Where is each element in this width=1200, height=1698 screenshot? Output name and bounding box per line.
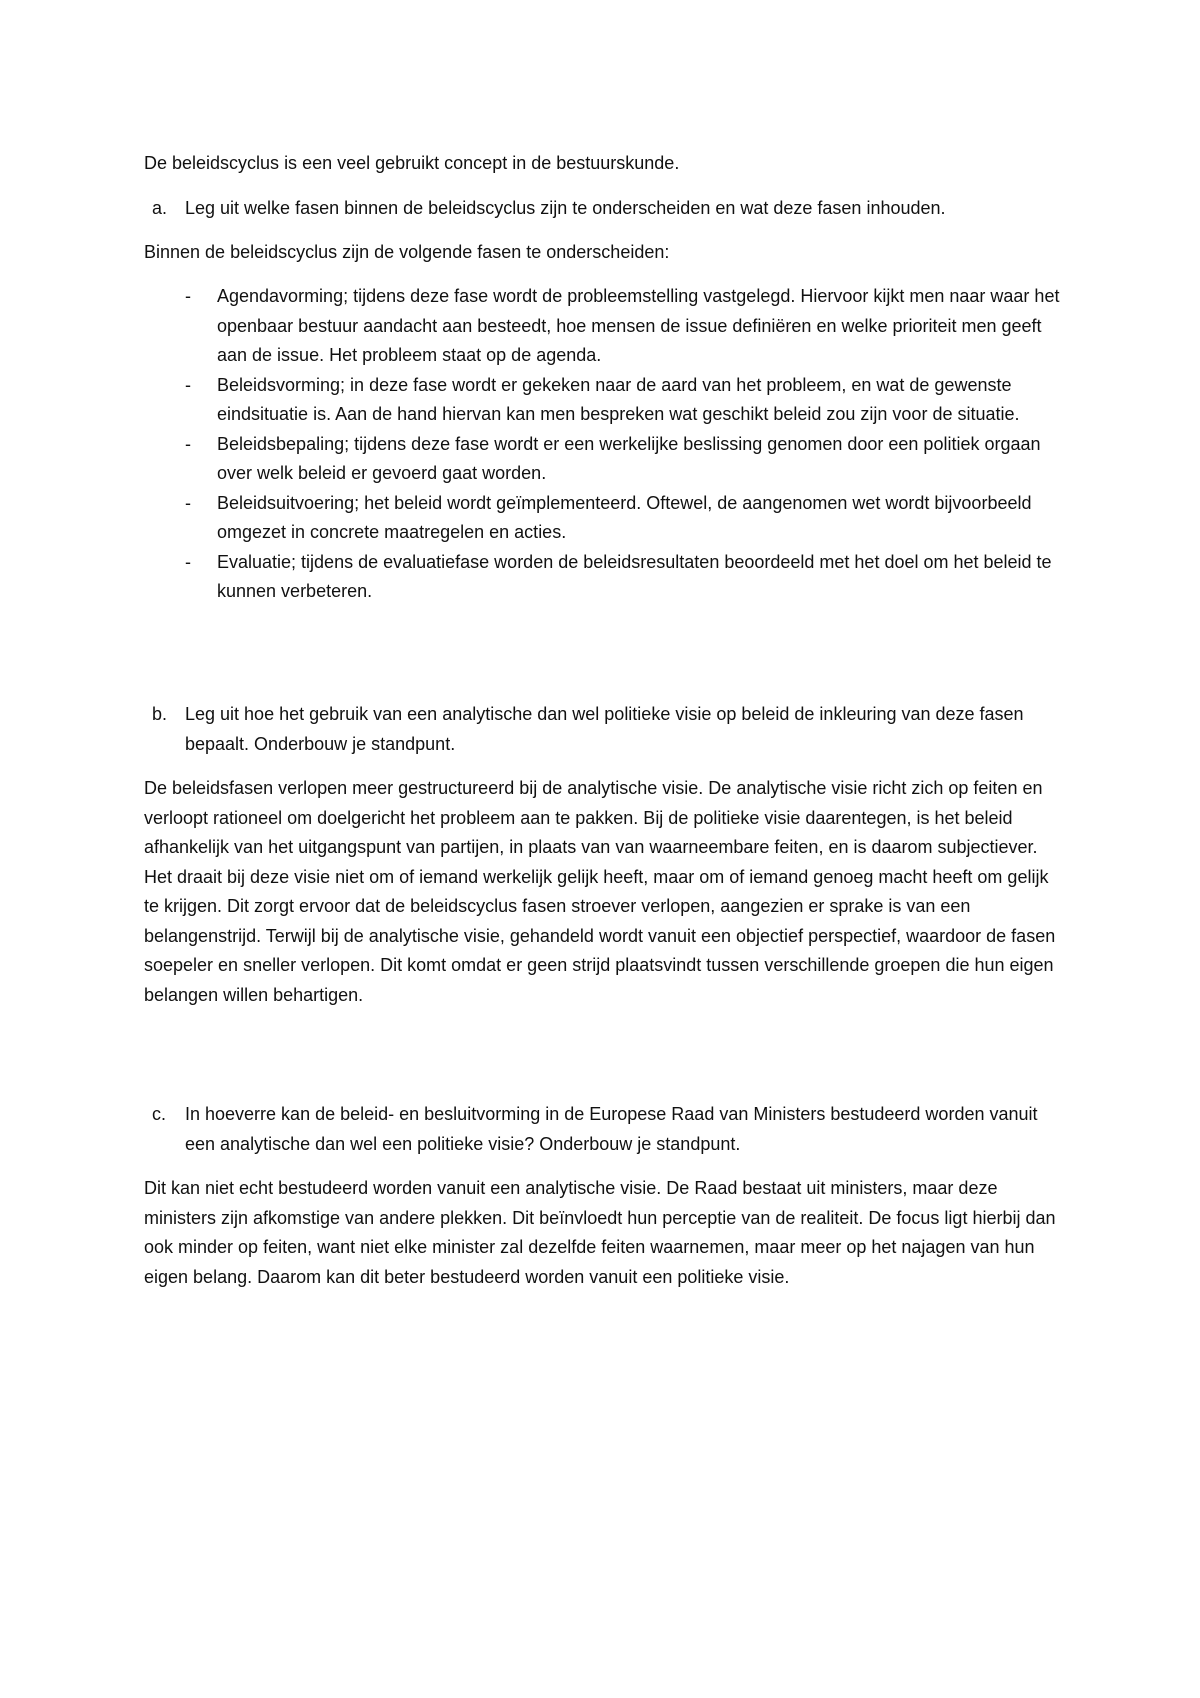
phase-text: Beleidsbepaling; tijdens deze fase wordt er een werkelijke beslissing genomen door een politiek orgaan over welk beleid er gevoerd gaat worden. xyxy=(217,433,1041,483)
list-item xyxy=(144,489,1064,548)
list-item xyxy=(144,282,1064,371)
answer-b-paragraph: De beleidsfasen verlopen meer gestructureerd bij de analytische visie. De analytische visie richt zich op feiten en verloopt rationeel om doelgericht het probleem aan te pakken. Bij de politieke visie daarentegen, is het beleid afhankelijk van het uitgangspunt van partijen, in plaats van van waarneembare feiten, en is daarom subjectiever. Het draait bij deze visie niet om of iemand werkelijk gelijk heeft, maar om of iemand genoeg macht heeft om gelijk te krijgen. Dit zorgt ervoor dat de beleidscyclus fasen stroever verlopen, aangezien er sprake is van een belangenstrijd. Terwijl bij de analytische visie, gehandeld wordt vanuit een objectief perspectief, waardoor de fasen soepeler en sneller verlopen. Dit komt omdat er geen strijd plaatsvindt tussen verschillende groepen die hun eigen belangen willen behartigen. xyxy=(144,778,1056,1005)
dash-marker: - xyxy=(185,374,191,395)
question-c xyxy=(144,1100,1064,1159)
list-item xyxy=(144,430,1064,489)
phases-list xyxy=(144,282,1064,607)
dash-marker: - xyxy=(185,492,191,513)
phase-text: Evaluatie; tijdens de evaluatiefase worden de beleidsresultaten beoordeeld met het doel om het beleid te kunnen verbeteren. xyxy=(217,551,1052,601)
dash-marker: - xyxy=(185,551,191,572)
dash-marker: - xyxy=(185,433,191,454)
list-item xyxy=(144,371,1064,430)
question-a xyxy=(144,194,1064,224)
answer-c-paragraph: Dit kan niet echt bestudeerd worden vanuit een analytische visie. De Raad bestaat uit ministers, maar deze ministers zijn afkomstige van andere plekken. Dit beïnvloedt hun perceptie van de realiteit. De focus ligt hierbij dan ook minder op feiten, want niet elke minister zal dezelfde feiten waarnemen, maar meer op het najagen van hun eigen belang. Daarom kan dit beter bestudeerd worden vanuit een politieke visie. xyxy=(144,1178,1056,1287)
answer-a-intro: Binnen de beleidscyclus zijn de volgende fasen te onderscheiden: xyxy=(144,242,670,262)
question-b-text: Leg uit hoe het gebruik van een analytische dan wel politieke visie op beleid de inkleuring van deze fasen bepaalt. Onderbouw je standpunt. xyxy=(185,704,1024,754)
dash-marker: - xyxy=(185,286,191,306)
phase-text: Beleidsvorming; in deze fase wordt er gekeken naar de aard van het probleem, en wat de gewenste eindsituatie is. Aan de hand hiervan kan men bespreken wat geschikt beleid zou zijn voor de situatie. xyxy=(217,374,1020,424)
question-a-marker: a. xyxy=(152,198,168,218)
question-a-text: Leg uit welke fasen binnen de beleidscyclus zijn te onderscheiden en wat deze fasen inhouden. xyxy=(185,198,946,218)
question-c-marker: c. xyxy=(152,1104,167,1124)
question-b-marker: b. xyxy=(152,704,168,724)
phase-text: Beleidsuitvoering; het beleid wordt geïmplementeerd. Oftewel, de aangenomen wet wordt bijvoorbeeld omgezet in concrete maatregelen en acties. xyxy=(217,492,1032,542)
phase-text: Agendavorming; tijdens deze fase wordt de probleemstelling vastgelegd. Hiervoor kijkt men naar waar het openbaar bestuur aandacht aan besteedt, hoe mensen de issue definiëren en welke prioriteit men geeft aan de issue. Het probleem staat op de agenda. xyxy=(217,286,1060,365)
intro-paragraph: De beleidscyclus is een veel gebruikt concept in de bestuurskunde. xyxy=(144,153,680,173)
question-b xyxy=(144,700,1064,759)
question-c-text: In hoeverre kan de beleid- en besluitvorming in de Europese Raad van Ministers bestudeerd worden vanuit een analytische dan wel een politieke visie? Onderbouw je standpunt. xyxy=(185,1104,1038,1154)
list-item xyxy=(144,548,1064,607)
